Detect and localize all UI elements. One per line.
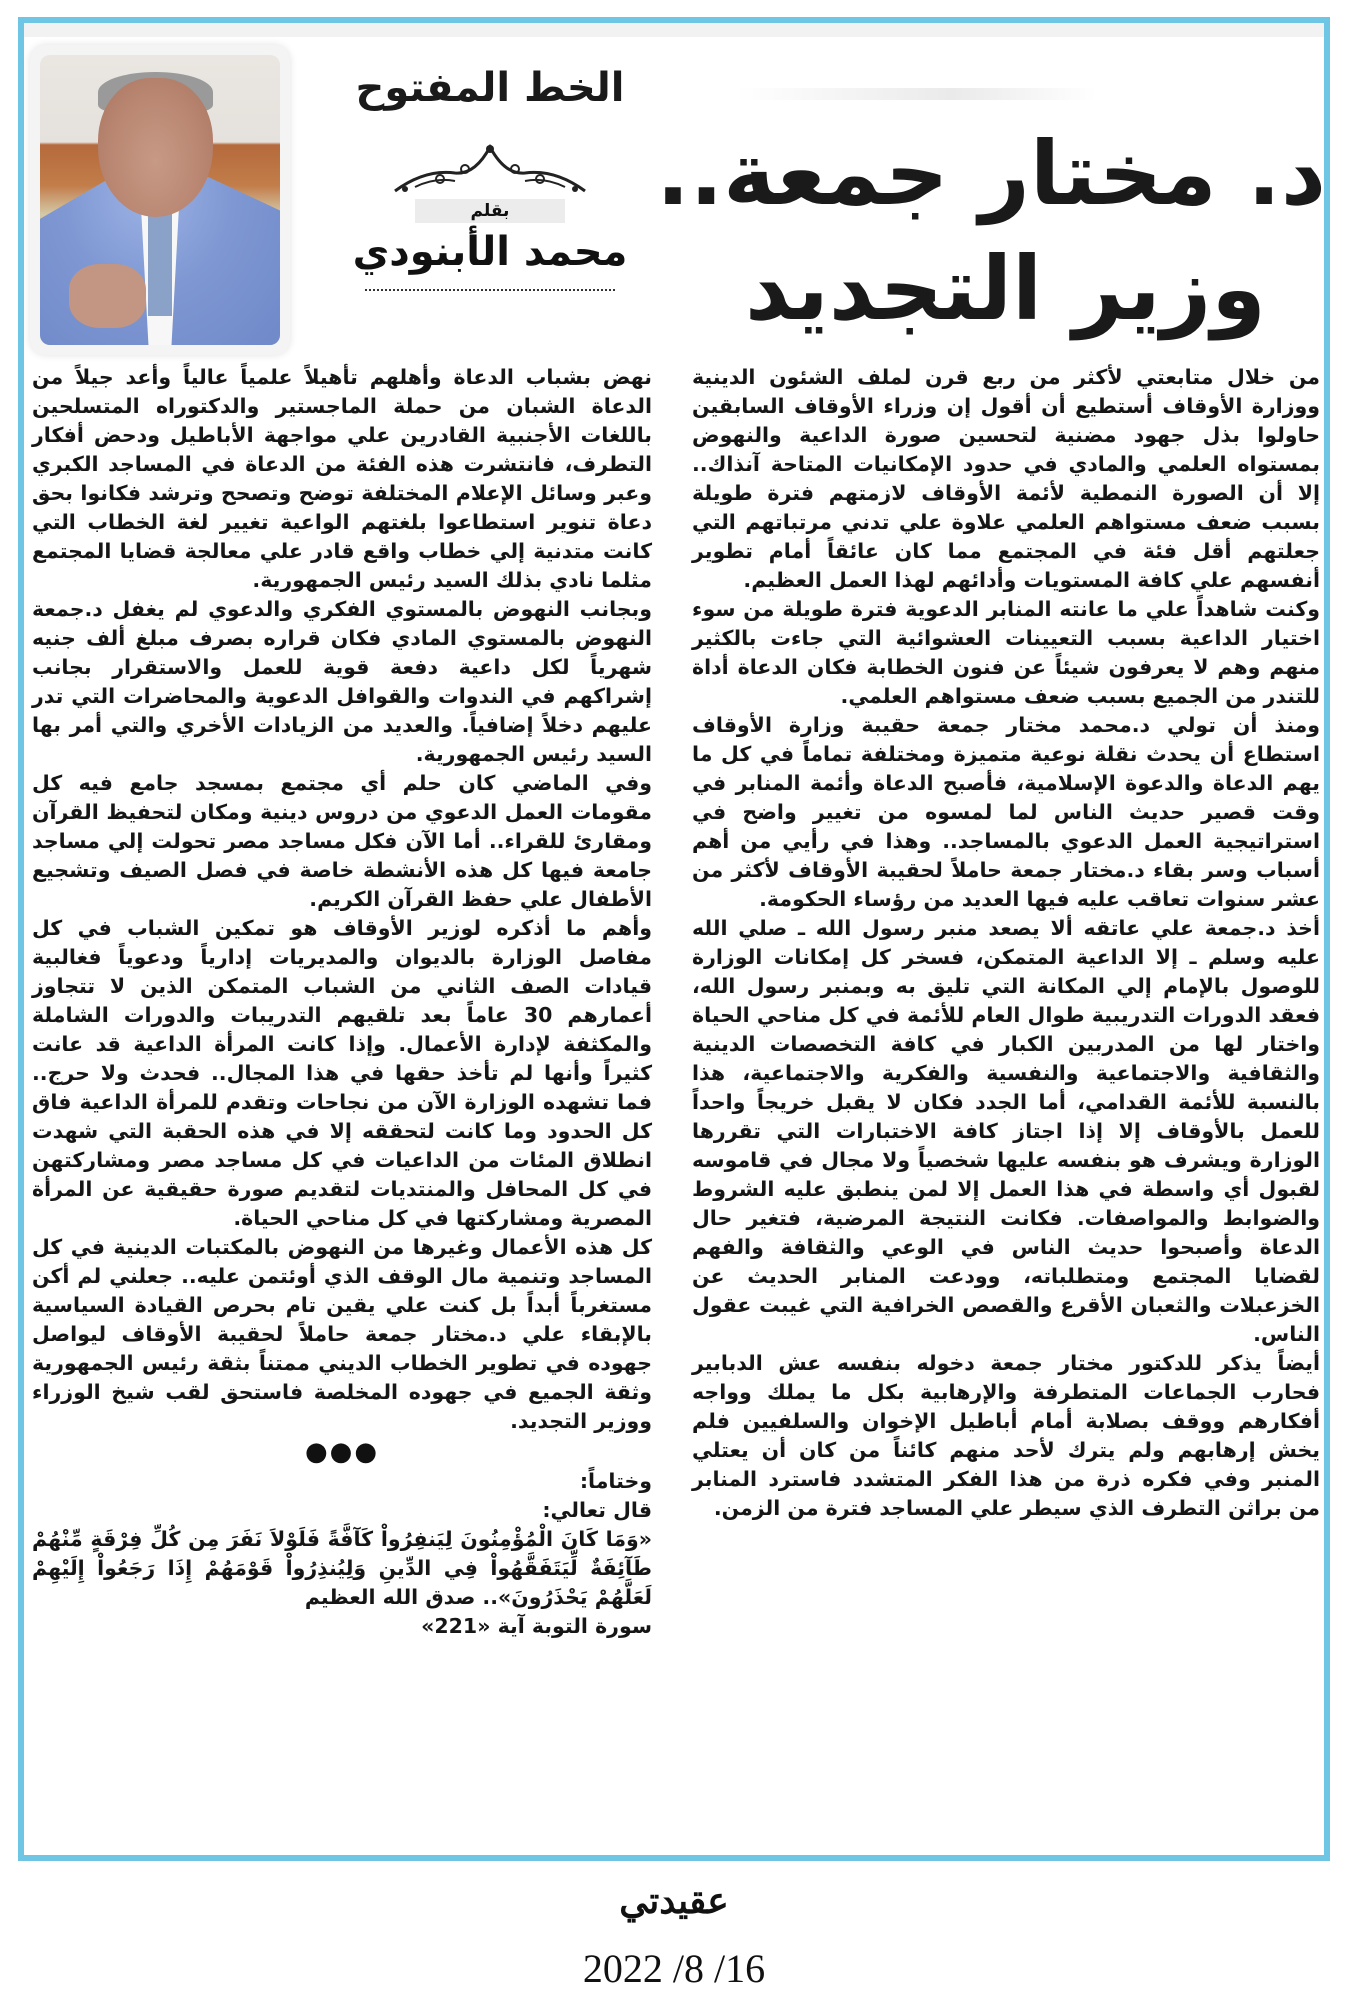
closing-label: وختاماً: [579,1469,652,1493]
paragraph: وفي الماضي كان حلم أي مجتمع بمسجد جامع فيه كل مقومات العمل الدعوي من دروس دينية ومكان لتحفيظ القرآن ومقارئ للقراء.. أما الآن فكل مساجد مصر تحولت إلي مساجد جامعة فيها كل هذه الأنشطة خاصة في فصل الصيف وتشجيع الأطفال علي حفظ القرآن الكريم. [32,771,652,911]
article-column-right [692,363,1320,1523]
article-column-left [32,363,652,1641]
publication-name: عقيدتي [619,1880,729,1922]
dotted-divider [365,287,615,291]
headline-line-2: وزير التجديد [744,237,1266,340]
paragraph: أخذ د.جمعة علي عاتقه ألا يصعد منبر رسول الله ـ صلي الله عليه وسلم ـ إلا الداعية المتمكن، فسخر كل إمكانات الوزارة للوصول بالإمام إلي المكانة التي تليق به وبمنبر رسول الله، فعقد الدورات التدريبية طوال العام للأئمة في كل مناحي الحياة واختار لها من المدربين الكبار في كافة التخصصات الدينية والثقافية والاجتماعية والنفسية والفكرية والاجتماعية، هذا بالنسبة للأئمة القدامي، أما الجدد فكان لا يقبل خريجاً واحداً للعمل بالأوقاف إلا إذا اجتاز كافة الاختبارات التي تقررها الوزارة ويشرف هو بنفسه عليها شخصياً ولا مجال في قاموسه لقبول أي واسطة في هذا العمل إلا لمن ينطبق عليه الشروط والضوابط والمواصفات. فكانت النتيجة المرضية، فتغير حال الدعاة وأصبحوا حديث الناس في الوعي والثقافة والفهم لقضايا المجتمع ومتطلباته، وودعت المنابر الحديث عن الخزعبلات والثعبان الأقرع والقصص الخرافية التي غيبت عقول الناس. [692,916,1320,1346]
paragraph: وكنت شاهداً علي ما عانته المنابر الدعوية فترة طويلة من سوء اختيار الداعية بسبب التعيينات العشوائية التي جاءت بالكثير منهم وهم لا يعرفون شيئاً عن فنون الخطابة فكان الدعاة أداة للتندر من الجميع بسبب ضعف مستواهم العلمي. [692,597,1320,708]
quran-verse: «وَمَا كَانَ الْمُؤْمِنُونَ لِيَنفِرُواْ كَآفَّةً فَلَوْلاَ نَفَرَ مِن كُلِّ فِرْقَةٍ مِّنْهُمْ طَآئِفَةٌ لِّيَتَفَقَّهُواْ فِي الدِّينِ وَلِيُنذِرُواْ قَوْمَهُمْ إِذَا رَجَعُواْ إِلَيْهِمْ لَعَلَّهُمْ يَحْذَرُونَ».. صدق الله العظيم [32,1527,652,1609]
paragraph: أيضاً يذكر للدكتور مختار جمعة دخوله بنفسه عش الدبابير فحارب الجماعات المتطرفة والإرهابية بكل ما يملك وواجه أفكارهم ووقف بصلابة أمام أباطيل الإخوان والسلفيين فلم يخش إرهابهم ولم يترك لأحد منهم كائناً من كان أن يعتلي المنبر وفي فكره ذرة من هذا الفكر المتشدد فاسترد المنابر من براثن التطرف الذي سيطر علي المساجد فترة من الزمن. [692,1351,1320,1520]
author-name: محمد الأبنودي [352,229,628,275]
portrait-head [98,78,213,217]
author-portrait-image [40,55,280,345]
paragraph: من خلال متابعتي لأكثر من ربع قرن لملف الشئون الدينية ووزارة الأوقاف أستطيع أن أقول إن وزراء الأوقاف السابقين حاولوا بذل جهود مضنية لتحسين صورة الداعية والنهوض بمستواه العلمي والمادي في حدود الإمكانيات المتاحة آنذاك.. إلا أن الصورة النمطية لأئمة الأوقاف لازمتهم فترة طويلة بسبب ضعف مستواهم العلمي علاوة علي تدني مرتباتهم التي جعلتهم أقل فئة في المجتمع مما كان عائقاً أمام تطوير أنفسهم علي كافة المستويات وأدائهم لهذا العمل العظيم. [692,365,1320,592]
paragraph: نهض بشباب الدعاة وأهلهم تأهيلاً علمياً عالياً وأعد جيلاً من الدعاة الشبان من حملة الماجستير والدكتوراه المتسلحين باللغات الأجنبية القادرين علي مواجهة الأباطيل ودحض أفكار التطرف، فانتشرت هذه الفئة من الدعاة في المساجد الكبري وعبر وسائل الإعلام المختلفة توضح وتصحح وترشد فكانوا بحق دعاة تنوير استطاعوا بلغتهم الواعية تغيير لغة الخطاب التي كانت متدنية إلي خطاب واقع قادر علي معالجة قضايا المجتمع مثلما نادي بذلك السيد رئيس الجمهورية. [32,365,652,592]
paragraph: كل هذه الأعمال وغيرها من النهوض بالمكتبات الدينية في كل المساجد وتنمية مال الوقف الذي أوئتمن عليه.. جعلني لم أكن مستغرباً أبداً بل كنت علي يقين تام بحرص القيادة السياسية بالإبقاء علي د.مختار جمعة حاملاً لحقيبة الأوقاف ليواصل جهوده في تطوير الخطاب الديني ممتناً بثقة رئيس الجمهورية وثقة الجميع في جهوده المخلصة فاستحق لقب شيخ الوزراء ووزير التجديد. [32,1235,652,1433]
section-title: الخط المفتوح [355,65,625,111]
paragraph: وبجانب النهوض بالمستوي الفكري والدعوي لم يغفل د.جمعة النهوض بالمستوي المادي فكان قراره بصرف مبلغ ألف جنيه شهرياً لكل داعية دفعة قوية للعمل والاستقرار بجانب إشراكهم في الندوات والقوافل الدعوية والمحاضرات التي تدر عليهم دخلاً إضافياً. والعديد من الزيادات الأخري والتي أمر بها السيد رئيس الجمهورية. [32,597,652,766]
publication-date: 2022 /8 /16 [582,1946,766,1991]
section-separator: ●●● [304,1437,380,1467]
top-band [24,23,1324,37]
portrait-tie [148,206,172,316]
verse-intro: قال تعالي: [542,1498,652,1522]
ornament-icon [385,139,595,199]
byline-prefix: بقلم [415,199,565,223]
paragraph: وأهم ما أذكره لوزير الأوقاف هو تمكين الشباب في كل مفاصل الوزارة بالديوان والمديريات إدارياً ودعوياً فغالبية قيادات الصف الثاني من الشباب المتمكن الذين لا تتجاوز أعمارهم 30 عاماً بعد تلقيهم التدريبات والدورات الشاملة والمكثفة لإدارة الأعمال. وإذا كانت المرأة الداعية قد عانت كثيراً وأنها لم تأخذ حقها في هذا المجال.. فحدث ولا حرج.. فما تشهده الوزارة الآن من نجاحات وتقدم للمرأة الداعية فاق كل الحدود وما كانت لتحققه إلا في هذه الحقبة التي شهدت انطلاق المئات من الداعيات في كل مساجد مصر ومشاركتهن في كل المحافل والمنتديات لتقديم صورة حقيقية عن المرأة المصرية ومشاركتها في كل مناحي الحياة. [32,916,652,1230]
verse-source: سورة التوبة آية «221» [421,1614,652,1638]
headline-line-1: د. مختار جمعة.. [656,122,1326,225]
paragraph: ومنذ أن تولي د.محمد مختار جمعة حقيبة وزارة الأوقاف استطاع أن يحدث نقلة نوعية متميزة ومختلفة تماماً في كل ما يهم الدعاة والدعوة الإسلامية، فأصبح الدعاة وأئمة المنابر في وقت قصير حديث الناس لما لمسوه من تغيير واضح في استراتيجية العمل الدعوي بالمساجد.. وهذا في رأيي من أهم أسباب وسر بقاء د.مختار جمعة حاملاً لحقيبة الأوقاف لأكثر من عشر سنوات تعاقب عليه فيها العديد من رؤساء الحكومة. [692,713,1320,911]
author-photo [30,45,290,355]
headline-rule [736,88,1096,100]
column-header [320,40,660,291]
portrait-hands [69,264,146,328]
